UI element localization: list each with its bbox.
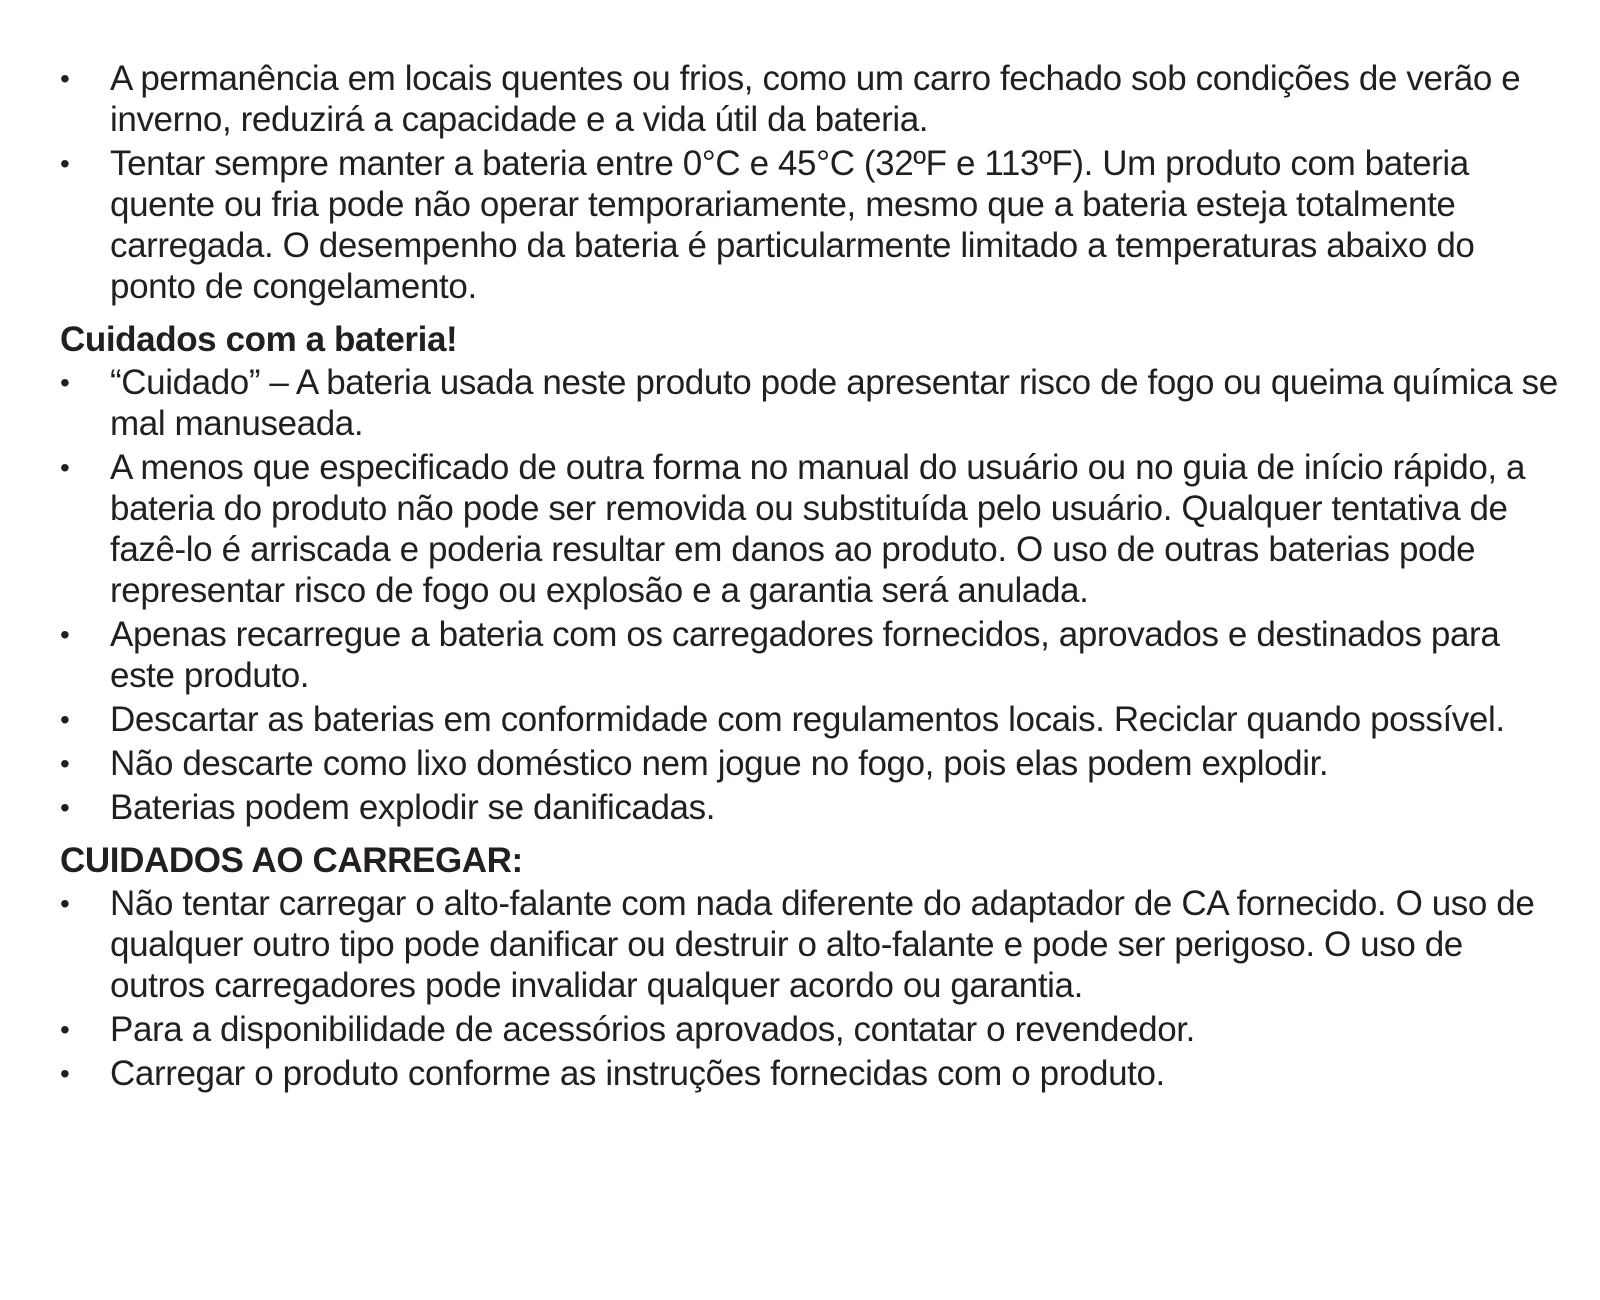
list-item xyxy=(60,58,1560,140)
list-item xyxy=(60,362,1560,444)
list-item-text: Tentar sempre manter a bateria entre 0°C e 45°C (32ºF e 113ºF). Um produto com bateria quente ou fria pode não operar temporariamente, mesmo que a bateria esteja totalmente carregada. O desempenho da bateria é particularmente limitado a temperaturas abaixo do ponto de congelamento. xyxy=(110,144,1475,306)
bullet-glyph: • xyxy=(60,748,70,779)
list-item-text: Descartar as baterias em conformidade com regulamentos locais. Reciclar quando possível. xyxy=(110,700,1505,739)
bullet-glyph: • xyxy=(60,619,70,650)
list-item-text: Baterias podem explodir se danificadas. xyxy=(110,788,716,827)
temperature-list xyxy=(60,58,1560,307)
list-item xyxy=(60,743,1560,784)
bullet-glyph: • xyxy=(60,888,70,919)
list-item-text: A menos que especificado de outra forma no manual do usuário ou no guia de início rápido, a bateria do produto não pode ser removida ou substituída pelo usuário. Qualquer tentativa de fazê-lo é arriscada e poderia resultar em danos ao produto. O uso de outras baterias pode representar risco de fogo ou explosão e a garantia será anulada. xyxy=(110,448,1526,610)
section-heading-battery-care: Cuidados com a bateria! xyxy=(60,320,458,359)
bullet-glyph: • xyxy=(60,367,70,398)
list-item-text: Para a disponibilidade de acessórios aprovados, contatar o revendedor. xyxy=(110,1010,1195,1049)
list-item xyxy=(60,1053,1560,1094)
list-item-text: Não tentar carregar o alto-falante com nada diferente do adaptador de CA fornecido. O uso de qualquer outro tipo pode danificar ou destruir o alto-falante e pode ser perigoso. O uso de outros carregadores pode invalidar qualquer acordo ou garantia. xyxy=(110,884,1535,1005)
list-item xyxy=(60,787,1560,828)
charging-care-list xyxy=(60,883,1560,1094)
bullet-glyph: • xyxy=(60,148,70,179)
list-item xyxy=(60,699,1560,740)
list-item-text: Carregar o produto conforme as instruções fornecidas com o produto. xyxy=(110,1054,1165,1093)
list-item xyxy=(60,883,1560,1006)
bullet-glyph: • xyxy=(60,1014,70,1045)
list-item-text: Não descarte como lixo doméstico nem jogue no fogo, pois elas podem explodir. xyxy=(110,744,1329,783)
bullet-glyph: • xyxy=(60,1058,70,1089)
bullet-glyph: • xyxy=(60,704,70,735)
list-item xyxy=(60,614,1560,696)
list-item xyxy=(60,447,1560,611)
bullet-glyph: • xyxy=(60,63,70,94)
list-item-text: A permanência em locais quentes ou frios, como um carro fechado sob condições de verão e inverno, reduzirá a capacidade e a vida útil da bateria. xyxy=(110,59,1521,139)
bullet-glyph: • xyxy=(60,452,70,483)
list-item xyxy=(60,143,1560,307)
list-item-text: Apenas recarregue a bateria com os carregadores fornecidos, aprovados e destinados para este produto. xyxy=(110,615,1500,695)
bullet-glyph: • xyxy=(60,792,70,823)
battery-care-list xyxy=(60,362,1560,828)
section-heading-charging-care: CUIDADOS AO CARREGAR: xyxy=(60,841,523,880)
list-item-text: “Cuidado” – A bateria usada neste produto pode apresentar risco de fogo ou queima química se mal manuseada. xyxy=(110,363,1558,443)
list-item xyxy=(60,1009,1560,1050)
